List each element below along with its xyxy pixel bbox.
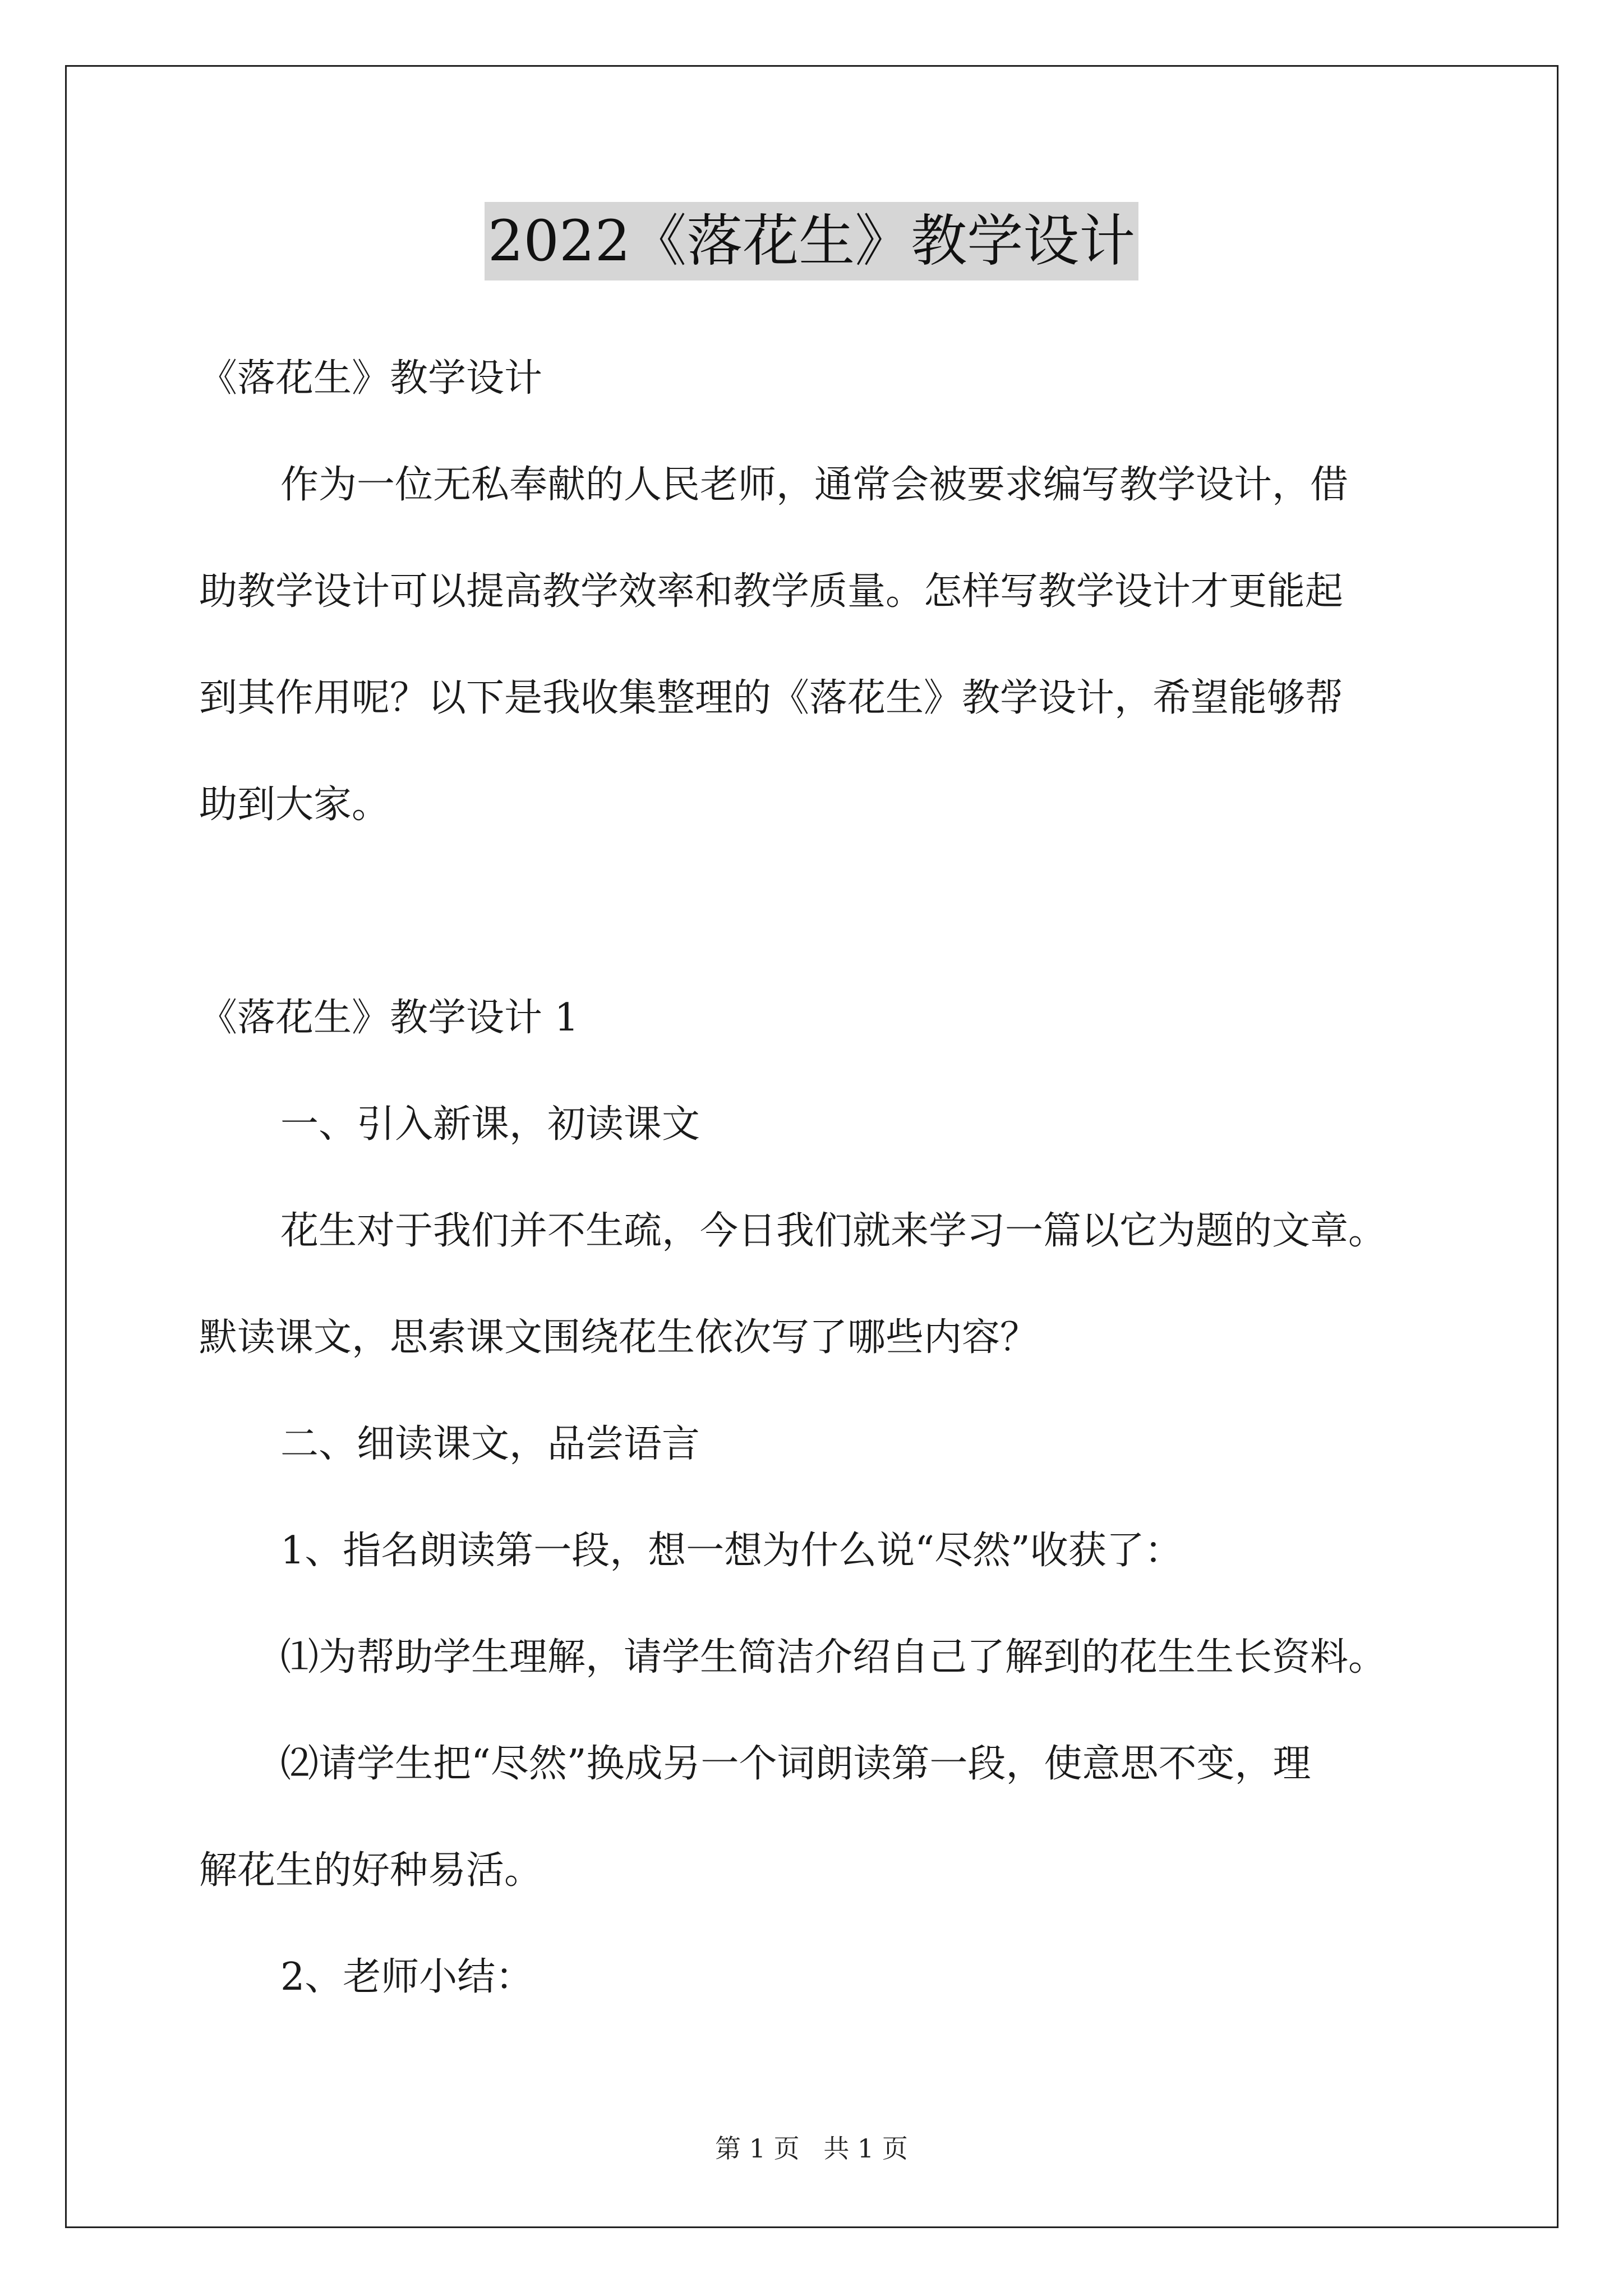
body-line-7: ⑵请学生把“尽然”换成另一个词朗读第一段，使意思不变，理	[280, 1742, 1311, 1786]
body-line-3: 默读课文，思索课文围绕花生依次写了哪些内容？	[199, 1315, 1039, 1360]
body-line-8: 解花生的好种易活。	[199, 1848, 543, 1893]
document-title: 2022《落花生》教学设计	[485, 202, 1139, 280]
intro-line-4: 助到大家。	[199, 783, 390, 827]
body-line-1: 一、引入新课，初读课文	[280, 1102, 700, 1147]
document-subtitle: 《落花生》教学设计	[199, 356, 543, 401]
title-container	[0, 202, 1623, 280]
intro-line-1: 作为一位无私奉献的人民老师，通常会被要求编写教学设计，借	[280, 463, 1349, 507]
body-line-6: ⑴为帮助学生理解，请学生简洁介绍自己了解到的花生生长资料。	[280, 1635, 1387, 1680]
intro-line-2: 助教学设计可以提高教学效率和教学质量。怎样写教学设计才更能起	[199, 569, 1344, 614]
body-line-5: 1、指名朗读第一段，想一想为什么说“尽然”收获了：	[280, 1529, 1183, 1573]
body-line-2: 花生对于我们并不生疏，今日我们就来学习一篇以它为题的文章。	[280, 1209, 1387, 1253]
section-heading: 《落花生》教学设计 1	[199, 996, 579, 1040]
intro-line-3: 到其作用呢？以下是我收集整理的《落花生》教学设计，希望能够帮	[199, 676, 1344, 720]
body-line-4: 二、细读课文，品尝语言	[280, 1422, 700, 1466]
body-line-9: 2、老师小结：	[280, 1955, 534, 1999]
page-footer	[0, 2132, 1623, 2165]
page-number-current: 第 1 页	[715, 2133, 800, 2164]
page-number-total: 共 1 页	[823, 2133, 908, 2164]
